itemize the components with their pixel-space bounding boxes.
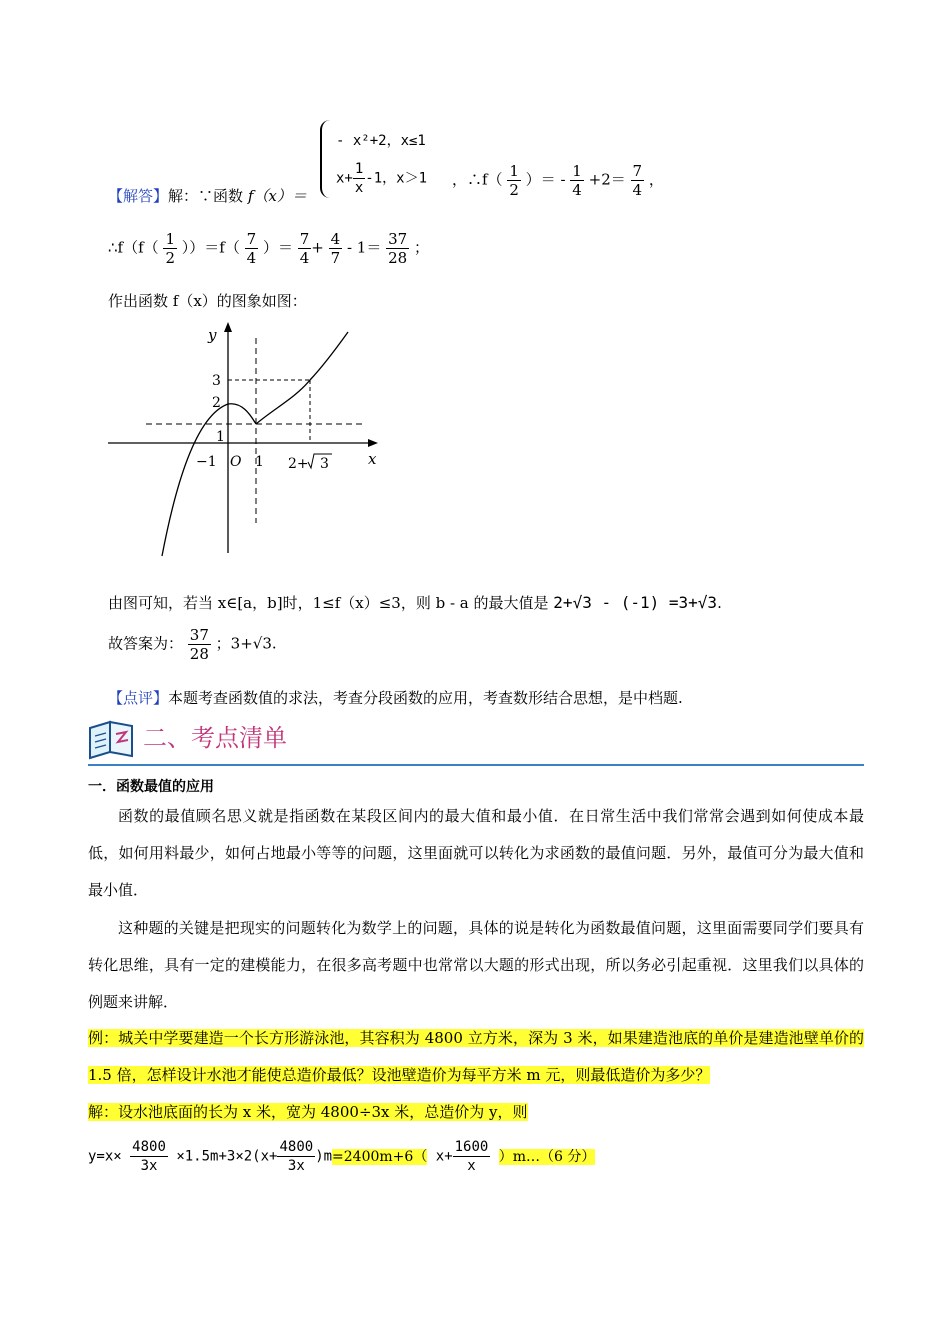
answer-tag: 【解答】	[108, 187, 169, 205]
topic-heading: 一．函数最值的应用	[88, 779, 214, 795]
piece-2: x+ $\frac{1}{x}$ -1，x＞1	[336, 161, 428, 196]
example-block	[88, 1020, 864, 1094]
label-neg1: −1	[196, 454, 217, 470]
piece-1: - x²+2，x≤1	[336, 133, 426, 149]
calc-line-1: ，∴f（ $\frac{1}{2}$ ）＝ - $\frac{1}{4}$ +2＝ $\frac{7}{4}$ ，	[452, 162, 664, 199]
calc-line-2: ∴f（f（ $\frac{1}{2}$ ））＝f（ $\frac{7}{4}$ ）＝ $\frac{7}{4}$ + $\frac{4}{7}$ - 1＝ $\frac{37}{28}$ ；	[108, 230, 430, 267]
function-graph	[100, 318, 390, 563]
observation-line: 由图可知，若当 x∈[a，b]时，1≤f（x）≤3，则 b - a 的最大值是 2+√3 - (-1) =3+√3.	[108, 593, 722, 612]
section-title: 二、考点清单	[143, 724, 287, 752]
graph-intro: 作出函数 f（x）的图象如图：	[108, 292, 307, 310]
piece-2-frac: $\frac{1}{x}$	[354, 161, 364, 196]
equation-line: y=x× $\frac{4800}{3x}$ ×1.5m+3×2(x+ $\frac{4800}{3x}$ )m=2400m+6（ x+ $\frac{1600}{x}$ ）m…（6 分）	[88, 1139, 596, 1174]
answer-line: 故答案为： $\frac{37}{28}$ ；3+√3.	[108, 626, 277, 663]
y-axis-arrow	[224, 322, 232, 332]
solve-text: 解：设水池底面的长为 x 米，宽为 4800÷3x 米，总造价为 y，则	[88, 1103, 528, 1121]
label-x1: 1	[255, 454, 264, 470]
piecewise-brace	[320, 120, 334, 198]
x-axis-arrow	[368, 439, 378, 447]
section-rule	[88, 764, 864, 766]
solve-line	[88, 1094, 864, 1131]
label-x: x	[368, 450, 377, 468]
topic-para-2: 这种题的关键是把现实的问题转化为数学上的问题，具体的说是转化为函数最值问题，这里面需要同学们要具有转化思维，具有一定的建模能力，在很多高考题中也常常以大题的形式出现，所以务必引起重视．这里我们以具体的例题来讲解．	[88, 919, 864, 1011]
comment-tag: 【点评】	[108, 689, 169, 707]
label-y: y	[208, 326, 217, 344]
book-icon	[86, 716, 138, 760]
label-1: 1	[216, 429, 225, 445]
label-2plus: 2+	[288, 456, 309, 472]
example-text: 例：城关中学要建造一个长方形游泳池，其容积为 4800 立方米，深为 3 米，如果建造池底的单价是建造池壁单价的 1.5 倍，怎样设计水池才能使总造价最低？设池壁造价为每平方米 m 元，则最低造价为多少？	[88, 1029, 864, 1084]
solution-intro: 【解答】解：∵函数 f（x）＝	[108, 187, 307, 205]
label-2: 2	[212, 395, 221, 411]
label-3: 3	[212, 373, 221, 389]
label-origin: O	[230, 454, 242, 470]
parabola-branch	[162, 404, 256, 556]
right-branch	[256, 332, 348, 424]
topic-para-1: 函数的最值顾名思义就是指函数在某段区间内的最大值和最小值．在日常生活中我们常常会遇到如何使成本最低，如何用料最少，如何占地最小等等的问题，这里面就可以转化为求函数的最值问题．另外，最值可分为最大值和最小值．	[88, 807, 864, 899]
comment-line: 【点评】本题考查函数值的求法，考查分段函数的应用，考查数形结合思想，是中档题.	[108, 689, 683, 707]
label-sqrt3: 3	[320, 456, 329, 472]
